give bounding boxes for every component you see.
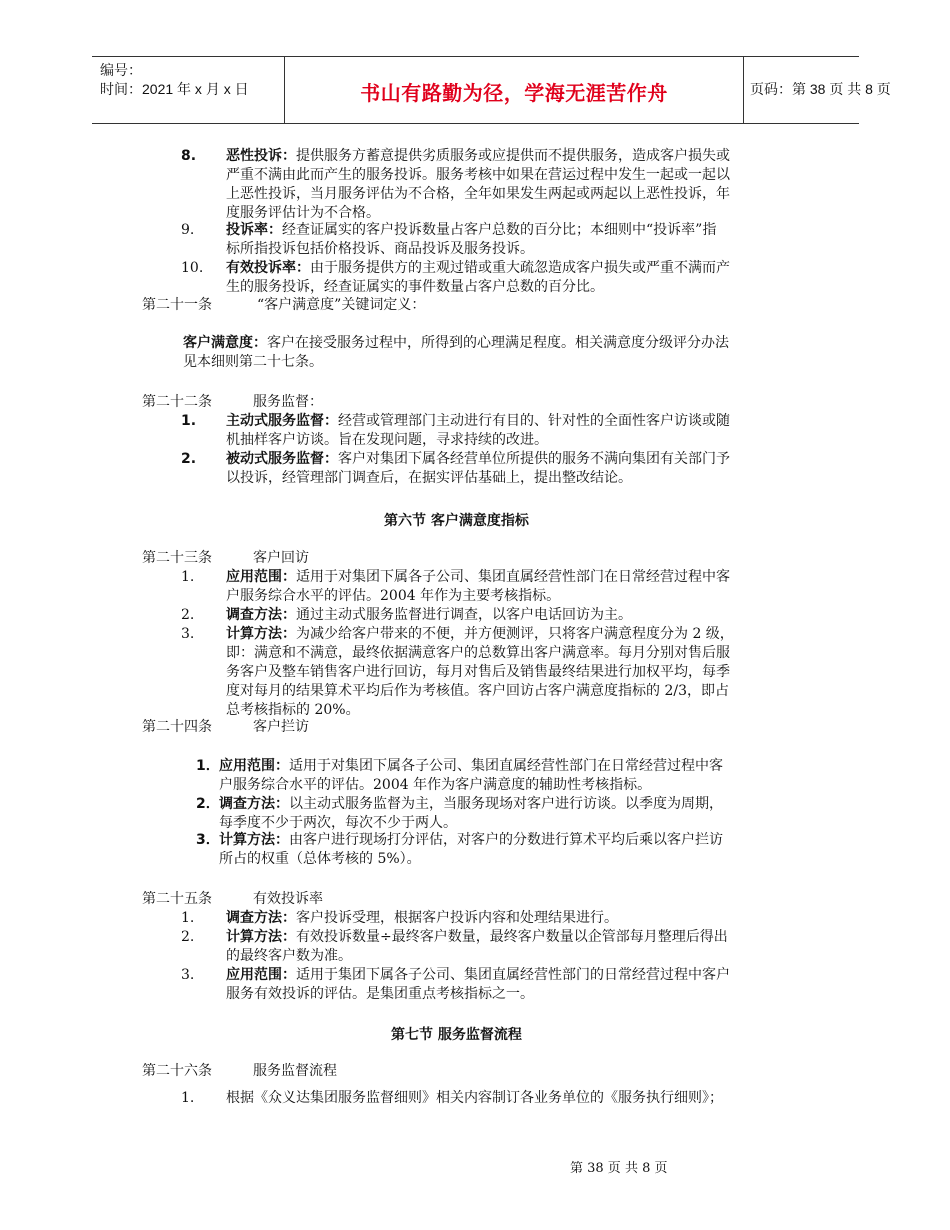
item-line: 调查方法：通过主动式服务监督进行调查，以客户电话回访为主。 bbox=[226, 607, 632, 623]
item-line: 总考核指标的 20%。 bbox=[226, 702, 360, 718]
item-line: 生的服务投诉，经查证属实的事件数量占客户总数的百分比。 bbox=[226, 279, 604, 295]
item-term: 应用范围： bbox=[226, 967, 296, 983]
item-line: 标所指投诉包括价格投诉、商品投诉及服务投诉。 bbox=[226, 241, 534, 257]
item-number: 9. bbox=[181, 222, 195, 238]
time-label: 时间：2021 年 x 月 x 日 bbox=[100, 81, 249, 97]
item-term: 有效投诉率： bbox=[226, 260, 310, 276]
item-number: 2． bbox=[196, 796, 220, 812]
item-line: 根据《众义达集团服务监督细则》相关内容制订各业务单位的《服务执行细则》； bbox=[226, 1090, 723, 1106]
number-label: 编号： bbox=[100, 62, 142, 78]
header-page-cell bbox=[742, 57, 891, 123]
section-6-heading: 第六节 客户满意度指标 bbox=[384, 513, 529, 529]
item-line: 有效投诉率：由于服务提供方的主观过错或重大疏忽造成客户损失或严重不满而产 bbox=[226, 260, 730, 276]
page-info: 页码：第 38 页 共 8 页 bbox=[750, 81, 891, 97]
item-term: 调查方法： bbox=[226, 607, 296, 623]
item-number: 10. bbox=[181, 260, 204, 276]
article-24-label: 第二十四条 bbox=[142, 719, 212, 735]
item-line: 户服务综合水平的评估。2004 年作为客户满意度的辅助性考核指标。 bbox=[219, 777, 652, 793]
item-number: 2. bbox=[181, 929, 195, 945]
article-21-title: “客户满意度”关键词定义： bbox=[257, 297, 426, 313]
section-7-heading: 第七节 服务监督流程 bbox=[391, 1027, 522, 1043]
item-term: 应用范围： bbox=[226, 569, 296, 585]
article-26-title: 服务监督流程 bbox=[253, 1063, 337, 1079]
motto: 书山有路勤为径，学海无涯苦作舟 bbox=[360, 81, 668, 105]
header-motto-cell bbox=[284, 57, 744, 123]
item-line: 务客户及整车销售客户进行回访，每月对售后及销售最终结果进行加权平均，每季 bbox=[226, 664, 730, 680]
item-term: 计算方法： bbox=[226, 929, 296, 945]
item-line: 主动式服务监督：经营或管理部门主动进行有目的、针对性的全面性客户访谈或随 bbox=[226, 413, 730, 429]
item-line: 机抽样客户访谈。旨在发现问题，寻求持续的改进。 bbox=[226, 432, 548, 448]
article-25-title: 有效投诉率 bbox=[253, 891, 323, 907]
item-line: 严重不满由此而产生的服务投诉。服务考核中如果在营运过程中发生一起或一起以 bbox=[226, 167, 730, 183]
item-number: 1. bbox=[181, 413, 197, 429]
item-line: 调查方法：以主动式服务监督为主，当服务现场对客户进行访谈。以季度为周期， bbox=[219, 796, 723, 812]
item-term: 恶性投诉： bbox=[226, 148, 296, 164]
page-footer: 第 38 页 共 8 页 bbox=[570, 1161, 668, 1176]
item-line: 计算方法：有效投诉数量÷最终客户数量，最终客户数量以企管部每月整理后得出 bbox=[226, 929, 728, 945]
item-line: 应用范围：适用于集团下属各子公司、集团直属经营性部门的日常经营过程中客户 bbox=[226, 967, 730, 983]
item-number: 1. bbox=[181, 569, 195, 585]
item-line: 应用范围：适用于对集团下属各子公司、集团直属经营性部门在日常经营过程中客 bbox=[219, 758, 723, 774]
item-term: 调查方法： bbox=[226, 910, 296, 926]
item-term: 应用范围： bbox=[219, 758, 289, 774]
item-line: 计算方法：为减少给客户带来的不便，并方便测评，只将客户满意程度分为 2 级， bbox=[226, 626, 734, 642]
item-line: 恶性投诉：提供服务方蓄意提供劣质服务或应提供而不提供服务，造成客户损失或 bbox=[226, 148, 730, 164]
item-number: 1. bbox=[181, 910, 195, 926]
item-line: 调查方法：客户投诉受理，根据客户投诉内容和处理结果进行。 bbox=[226, 910, 618, 926]
article-22-label: 第二十二条 bbox=[142, 394, 212, 410]
item-line: 所占的权重（总体考核的 5%）。 bbox=[219, 851, 421, 867]
item-number: 1. bbox=[181, 1090, 195, 1106]
item-line: 上恶性投诉，当月服务评估为不合格，全年如果发生两起或两起以上恶性投诉，年 bbox=[226, 186, 730, 202]
item-line: 即：满意和不满意，最终依据满意客户的总数算出客户满意率。每月分别对售后服 bbox=[226, 645, 730, 661]
article-26-label: 第二十六条 bbox=[142, 1063, 212, 1079]
article-21-label: 第二十一条 bbox=[142, 297, 212, 313]
article-23-title: 客户回访 bbox=[253, 550, 309, 566]
item-line: 度对每月的结果算术平均后作为考核值。客户回访占客户满意度指标的 2/3，即占 bbox=[226, 683, 729, 699]
item-term: 主动式服务监督： bbox=[226, 413, 338, 429]
item-line: 每季度不少于两次，每次不少于两人。 bbox=[219, 815, 457, 831]
item-number: 3． bbox=[196, 832, 220, 848]
definition-term: 客户满意度： bbox=[183, 335, 267, 351]
article-22-title: 服务监督： bbox=[253, 394, 323, 410]
item-term: 计算方法： bbox=[226, 626, 296, 642]
page-header bbox=[92, 56, 891, 124]
item-line: 以投诉，经管理部门调查后，在据实评估基础上，提出整改结论。 bbox=[226, 470, 632, 486]
item-number: 2. bbox=[181, 451, 197, 467]
satisfaction-definition: 客户满意度：客户在接受服务过程中，所得到的心理满足程度。相关满意度分级评分办法 bbox=[183, 335, 729, 351]
header-meta-cell bbox=[92, 57, 284, 123]
item-term: 调查方法： bbox=[219, 796, 289, 812]
item-line: 被动式服务监督：客户对集团下属各经营单位所提供的服务不满向集团有关部门予 bbox=[226, 451, 730, 467]
item-term: 被动式服务监督： bbox=[226, 451, 338, 467]
item-line: 计算方法：由客户进行现场打分评估，对客户的分数进行算术平均后乘以客户拦访 bbox=[219, 832, 723, 848]
item-term: 计算方法： bbox=[219, 832, 289, 848]
item-line: 应用范围：适用于对集团下属各子公司、集团直属经营性部门在日常经营过程中客 bbox=[226, 569, 730, 585]
item-line: 度服务评估计为不合格。 bbox=[226, 205, 380, 221]
item-number: 2. bbox=[181, 607, 195, 623]
item-number: 3. bbox=[181, 626, 195, 642]
item-number: 8. bbox=[181, 148, 197, 164]
article-23-label: 第二十三条 bbox=[142, 550, 212, 566]
item-term: 投诉率： bbox=[226, 222, 282, 238]
item-line: 的最终客户数为准。 bbox=[226, 948, 352, 964]
item-number: 3. bbox=[181, 967, 195, 983]
item-line: 户服务综合水平的评估。2004 年作为主要考核指标。 bbox=[226, 588, 561, 604]
satisfaction-definition-line: 见本细则第二十七条。 bbox=[183, 354, 323, 370]
article-24-title: 客户拦访 bbox=[253, 719, 309, 735]
item-line: 投诉率：经查证属实的客户投诉数量占客户总数的百分比；本细则中“投诉率”指 bbox=[226, 222, 717, 238]
item-line: 服务有效投诉的评估。是集团重点考核指标之一。 bbox=[226, 986, 534, 1002]
item-number: 1． bbox=[196, 758, 220, 774]
article-25-label: 第二十五条 bbox=[142, 891, 212, 907]
